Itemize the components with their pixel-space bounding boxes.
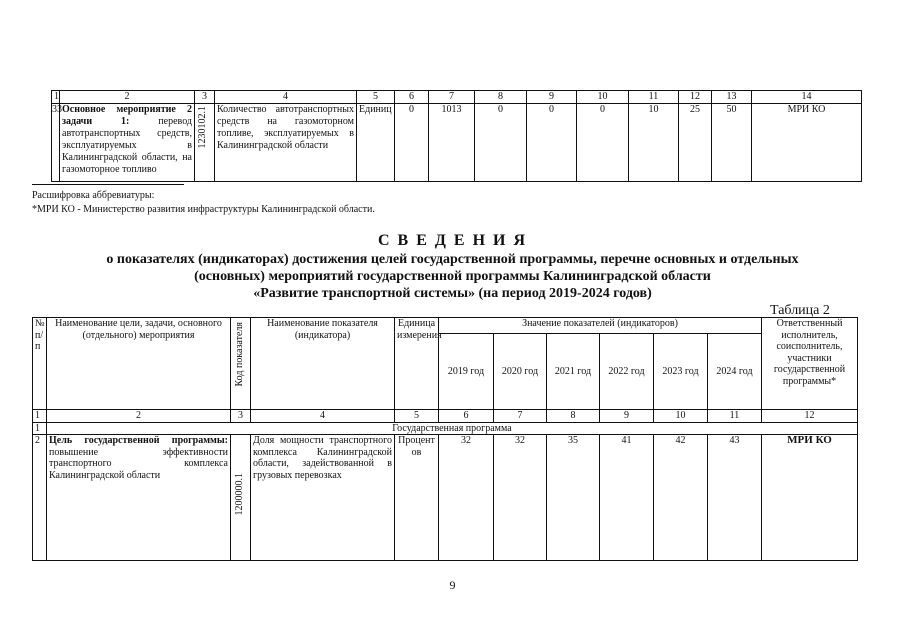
col-number: 10	[654, 410, 708, 423]
header-cell: 3	[195, 91, 215, 104]
section-number: 1	[33, 422, 47, 435]
subtitle-line-3: «Развитие транспортной системы» (на период 2019-2024 годов)	[253, 286, 652, 301]
subtitle-line-2: (основных) мероприятий государственной программы Калининградской области	[194, 269, 711, 284]
table-row	[33, 435, 858, 561]
value-cell: 10	[629, 104, 679, 182]
value-cell: 32	[494, 435, 547, 561]
header-year: 2021 год	[547, 334, 600, 410]
page-number: 9	[449, 578, 456, 592]
header-cell: 14	[752, 91, 862, 104]
goal-name-rest: повышение эффективности транспортного комплекса Калининградской области	[49, 446, 228, 481]
col-number: 2	[47, 410, 231, 423]
header-year: 2020 год	[494, 334, 547, 410]
header-cell: 11	[629, 91, 679, 104]
indicator-code: 1200000.1	[234, 473, 245, 516]
value-cell: 35	[547, 435, 600, 561]
value-cell: 1013	[429, 104, 475, 182]
header-cell: 8	[475, 91, 527, 104]
header-code-cell	[231, 318, 251, 410]
goal-name	[47, 435, 231, 561]
header-values: Значение показателей (индикаторов)	[439, 318, 762, 334]
indicator-code-cell	[231, 435, 251, 561]
col-number: 11	[708, 410, 762, 423]
header-year: 2024 год	[708, 334, 762, 410]
document-title: С В Е Д Е Н И Я	[377, 232, 528, 249]
value-cell: 0	[577, 104, 629, 182]
value-cell: 32	[439, 435, 494, 561]
value-cell: 0	[475, 104, 527, 182]
col-number: 3	[231, 410, 251, 423]
column-number-row	[33, 410, 858, 423]
header-cell: 9	[527, 91, 577, 104]
table-label: Таблица 2	[770, 303, 830, 318]
goal-name-bold: Цель государственной программы:	[49, 435, 228, 446]
header-cell: 5	[357, 91, 395, 104]
value-cell: 25	[679, 104, 712, 182]
value-cell: 42	[654, 435, 708, 561]
section-row	[33, 422, 858, 435]
subtitle-line-1: о показателях (индикаторах) достижения целей государственной программы, перечне основных и отдельных	[106, 252, 799, 267]
unit: Процентов	[395, 435, 439, 561]
indicator-name: Доля мощности транспортного комплекса Калининградской области, задействованной в грузовых перевозках	[251, 435, 395, 561]
row-number: 2	[33, 435, 47, 561]
col-number: 8	[547, 410, 600, 423]
value-cell: 0	[395, 104, 429, 182]
header-num: № п/п	[33, 318, 47, 410]
row-number: 33	[52, 104, 60, 182]
header-responsible: Ответственный исполнитель, соисполнитель, участники государственной программы*	[762, 318, 858, 410]
value-cell: 0	[527, 104, 577, 182]
col-number: 1	[33, 410, 47, 423]
header-cell: 1	[52, 91, 60, 104]
col-number: 9	[600, 410, 654, 423]
header-cell: 6	[395, 91, 429, 104]
header-year: 2019 год	[439, 334, 494, 410]
indicator-code-cell	[195, 104, 215, 182]
table-row	[52, 104, 862, 182]
col-number: 7	[494, 410, 547, 423]
abbrev-divider	[32, 184, 184, 185]
section-title: Государственная программа	[47, 422, 858, 435]
indicator-code: 1230102.1	[197, 106, 208, 149]
event-name-rest: перевод автотранспортных средств, эксплуатируемых в Калининградской области, на газомоторное топливо	[62, 116, 192, 175]
header-year: 2022 год	[600, 334, 654, 410]
event-name-bold: Основное мероприятие 2 задачи 1:	[62, 104, 192, 127]
main-header-row-1	[33, 318, 858, 334]
value-cell: 41	[600, 435, 654, 561]
top-table	[51, 90, 862, 182]
col-number: 4	[251, 410, 395, 423]
value-cell: 43	[708, 435, 762, 561]
header-unit: Единица измерения	[395, 318, 439, 410]
indicator-name: Количество автотранспортных средств на газомоторном топливе, эксплуатируемых в Калининградской области	[215, 104, 357, 182]
top-table-header-row	[52, 91, 862, 104]
header-cell: 13	[712, 91, 752, 104]
abbrev-title: Расшифровка аббревиатуры:	[32, 190, 155, 201]
header-cell: 2	[60, 91, 195, 104]
unit: Единиц	[357, 104, 395, 182]
header-cell: 10	[577, 91, 629, 104]
abbrev-item: *МРИ КО - Министерство развития инфраструктуры Калининградской области.	[32, 204, 375, 215]
col-number: 12	[762, 410, 858, 423]
col-number: 6	[439, 410, 494, 423]
event-name	[60, 104, 195, 182]
header-cell: 4	[215, 91, 357, 104]
header-year: 2023 год	[654, 334, 708, 410]
responsible: МРИ КО	[762, 435, 858, 561]
col-number: 5	[395, 410, 439, 423]
header-cell: 12	[679, 91, 712, 104]
header-indicator: Наименование показателя (индикатора)	[251, 318, 395, 410]
value-cell: 50	[712, 104, 752, 182]
header-cell: 7	[429, 91, 475, 104]
responsible: МРИ КО	[752, 104, 862, 182]
header-name: Наименование цели, задачи, основного (отдельного) мероприятия	[47, 318, 231, 410]
main-table	[32, 317, 858, 561]
header-code: Код показателя	[234, 322, 245, 387]
